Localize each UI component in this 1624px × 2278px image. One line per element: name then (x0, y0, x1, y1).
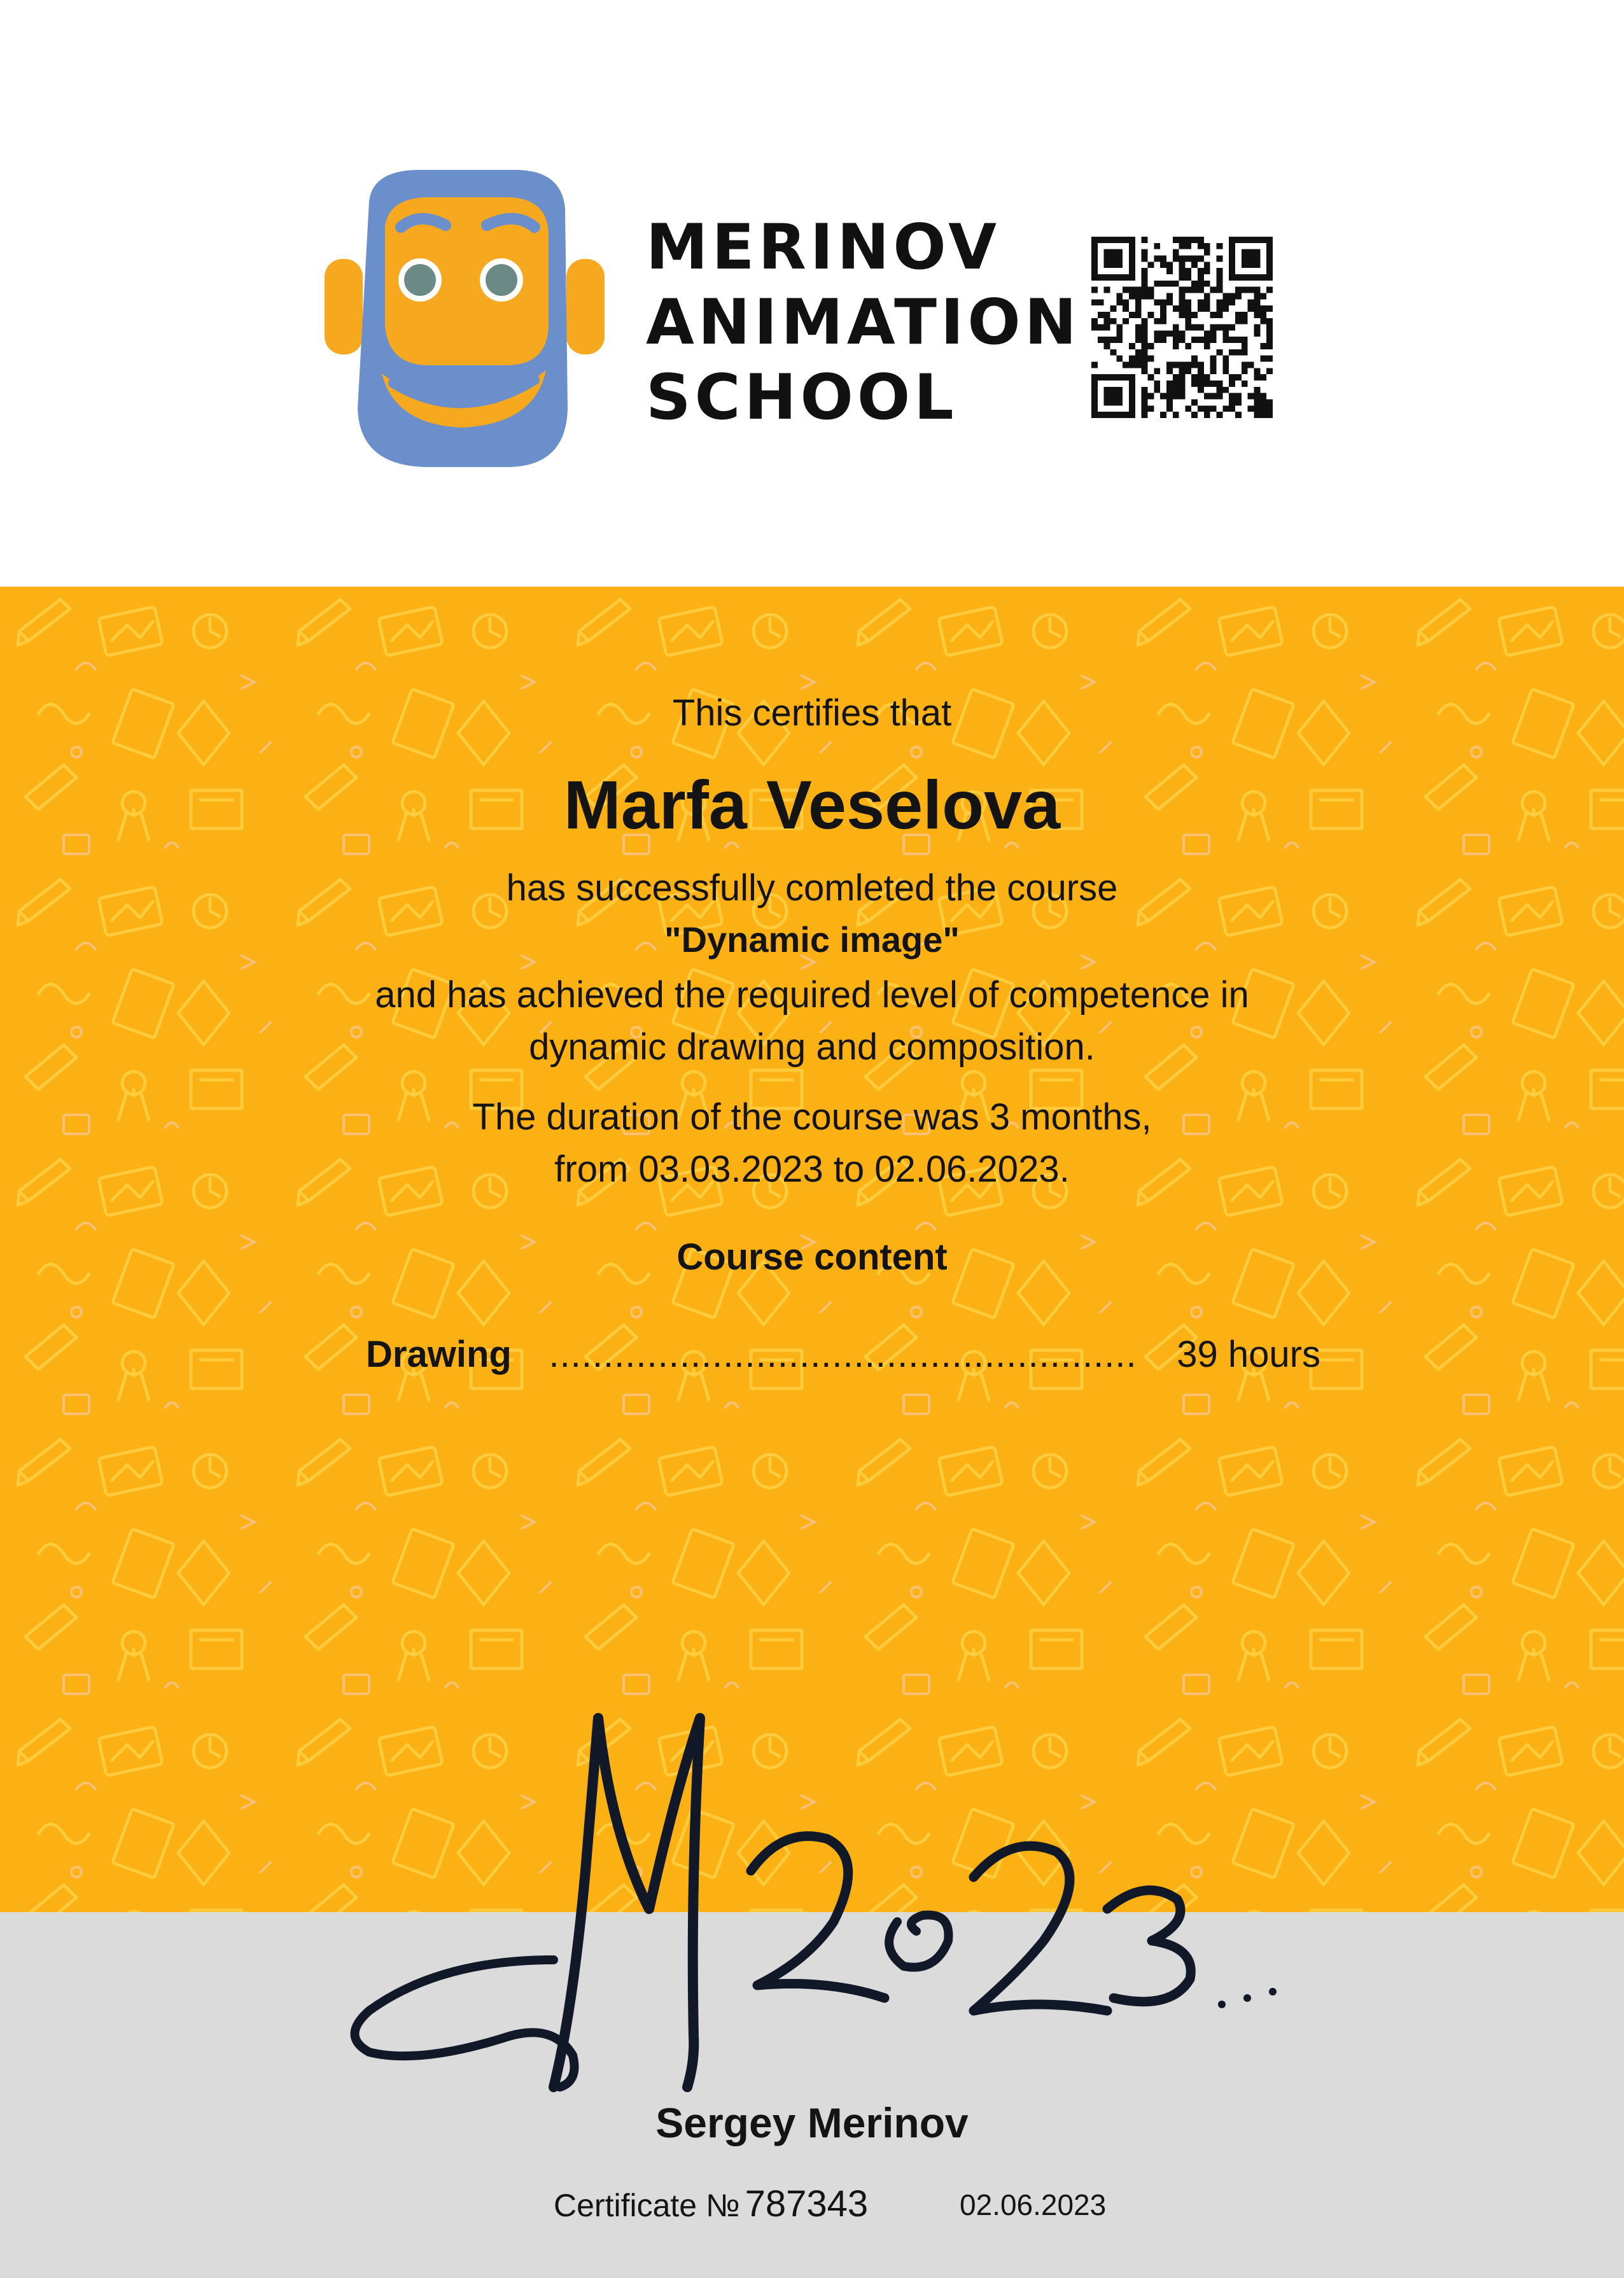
certificate-date: 02.06.2023 (960, 2188, 1107, 2221)
school-logo-text (646, 210, 1081, 435)
logo-line-3: SCHOOL (646, 361, 958, 434)
qr-code-icon (1091, 237, 1273, 418)
certificate-header (0, 0, 1624, 587)
completion-text: has successfully comleted the course (506, 867, 1118, 909)
signer-name: Sergey Merinov (655, 2099, 969, 2146)
recipient-name: Marfa Veselova (563, 766, 1061, 843)
course-name: "Dynamic image" (664, 919, 960, 960)
course-content-row (366, 1333, 1320, 1376)
certificate-number-label: Certificate № (554, 2188, 740, 2223)
robot-mascot-icon (325, 167, 605, 472)
logo-line-1: MERINOV (646, 211, 1000, 284)
dates-text: from 03.03.2023 to 02.06.2023. (554, 1149, 1070, 1190)
subject-name: Drawing (366, 1334, 512, 1375)
dot-leader: ...................................................... (549, 1334, 1137, 1375)
achievement-text: and has achieved the required level of competence in (375, 974, 1249, 1016)
certificate-number-value: 787343 (745, 2183, 869, 2225)
logo-line-2: ANIMATION (646, 286, 1081, 359)
competence-text: dynamic drawing and composition. (529, 1026, 1095, 1068)
duration-text: The duration of the course was 3 months, (472, 1096, 1152, 1138)
course-content-title: Course content (676, 1236, 948, 1278)
certificate-number (554, 2183, 868, 2225)
subject-hours: 39 hours (1177, 1334, 1320, 1375)
intro-text: This certifies that (672, 692, 952, 734)
